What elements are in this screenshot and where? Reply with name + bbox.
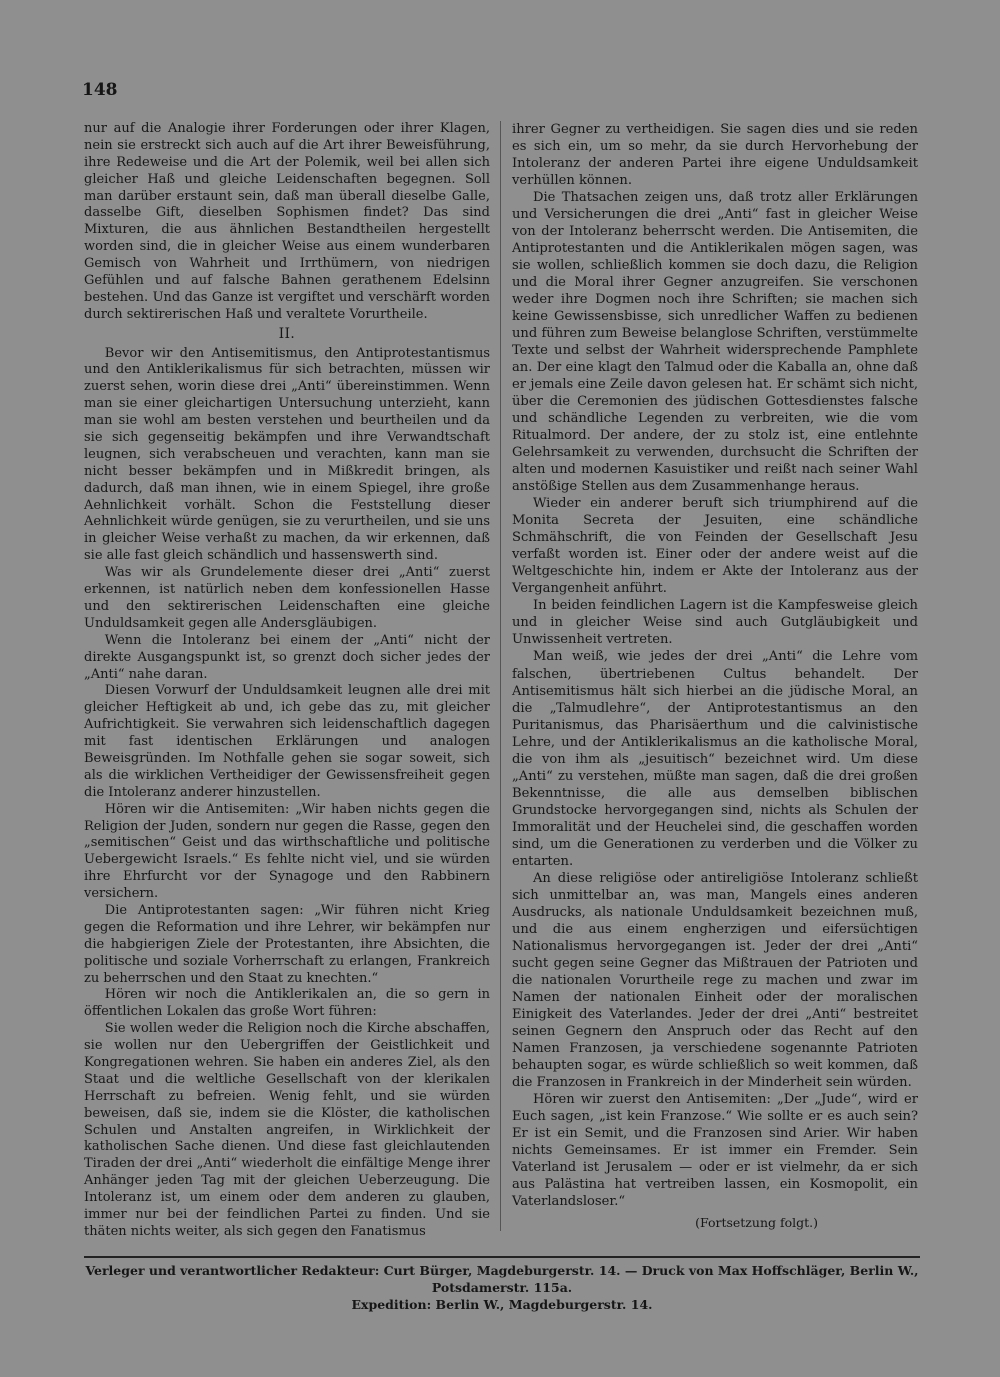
paragraph: Die Thatsachen zeigen uns, daß trotz aller Erklärungen und Versicherungen die drei „Anti“ fast in gleicher Weise von der Intoleranz beherrscht werden. Die Antisemiten, die Antiprotestanten und die Antiklerikalen mögen sagen, was sie wollen, schließlich kommen sie doch dazu, die Religion und die Moral ihrer Gegner anzugreifen. Sie verschonen weder ihre Dogmen noch ihre Schriften; sie machen sich keine Gewissensbisse, sich unredlicher Waffen zu bedienen und führen zum Beweise belanglose Schriften, verstümmelte Texte und selbst der Wahrheit widersprechende Pamphlete an. Der eine klagt den Talmud oder die Kaballa an, ohne daß er jemals eine Zeile davon gelesen hat. Er schämt sich nicht, über die Ceremonien des jüdischen Gottesdienstes falsche und schändliche Legenden zu verbreiten, wie die vom Ritualmord. Der andere, der zu stolz ist, eine entlehnte Gelehrsamkeit zu verwenden, durchsucht die Schriften der alten und modernen Kasuistiker und reißt nach seiner Wahl anstößige Stellen aus dem Zusammenhange heraus. bbox=[512, 190, 918, 495]
paragraph: Hören wir zuerst den Antisemiten: „Der „Jude“, wird er Euch sagen, „ist kein Franzose.“ Wie sollte er es auch sein? Er ist ein Semit, und die Franzosen sind Arier. Wir haben nichts Gemeinsames. Er ist immer ein Fremder. Sein Vaterland ist Jerusalem — oder er ist vielmehr, da er sich aus Palästina hat vertreiben lassen, ein Kosmopolit, ein Vaterlandsloser.“ bbox=[512, 1091, 918, 1209]
paragraph: nur auf die Analogie ihrer Forderungen oder ihrer Klagen, nein sie erstreckt sich auch auf die Art ihrer Beweisführung, ihre Redeweise und die Art der Polemik, weil bei allen sich gleicher Haß und gleiche Leidenschaften begegnen. Soll man darüber erstaunt sein, daß man überall dieselbe Galle, dasselbe Gift, dieselben Sophismen findet? Das sind Mixturen, die aus ähnlichen Bestandtheilen hergestellt worden sind, die in gleicher Weise aus einem wunderbaren Gemisch von Wahrheit und Irrthümern, von niedrigen Gefühlen und auf falsche Bahnen gerathenem Edelsinn bestehen. Und das Ganze ist vergiftet und verschärft worden durch sektirerischen Haß und veraltete Vorurtheile. bbox=[84, 121, 490, 322]
page-number: 148 bbox=[82, 80, 118, 100]
paragraph: Hören wir noch die Antiklerikalen an, die so gern in öffentlichen Lokalen das große Wort führen: bbox=[84, 987, 490, 1020]
left-column bbox=[84, 121, 490, 1251]
paragraph: ihrer Gegner zu vertheidigen. Sie sagen dies und sie reden es sich ein, um so mehr, da sie durch Hervorhebung der Intoleranz der anderen Partei ihre eigene Unduldsamkeit verhüllen können. bbox=[512, 122, 918, 189]
paragraph: In beiden feindlichen Lagern ist die Kampfesweise gleich und in gleicher Weise sind auch Gutgläubigkeit und Unwissenheit vertreten. bbox=[512, 598, 918, 648]
paragraph: Wenn die Intoleranz bei einem der „Anti“ nicht der direkte Ausgangspunkt ist, so grenzt doch sicher jedes der „Anti“ nahe daran. bbox=[84, 632, 490, 682]
paragraph: Hören wir die Antisemiten: „Wir haben nichts gegen die Religion der Juden, sondern nur gegen die Rasse, gegen den „semitischen“ Geist und das wirthschaftliche und politische Uebergewicht Israels.“ Es fehlte nicht viel, und sie würden ihre Ehrfurcht vor der Synagoge und den Rabbinern versichern. bbox=[84, 801, 490, 902]
paragraph: Man weiß, wie jedes der drei „Anti“ die Lehre vom falschen, übertriebenen Cultus behandelt. Der Antisemitismus hält sich hierbei an die jüdische Moral, an die „Talmudlehre“, der Antiprotestantismus an den Puritanismus, das Pharisäerthum und die calvinistische Lehre, und der Antiklerikalismus an die katholische Moral, die von ihm als „jesuitisch“ bezeichnet wird. Um diese „Anti“ zu verstehen, müßte man sagen, daß die drei großen Bekenntnisse, die alle aus demselben biblischen Grundstocke hervorgegangen sind, nichts als Schulen der Immoralität und der Heuchelei sind, die geschaffen worden sind, um die Generationen zu verderben und die Völker zu entarten. bbox=[512, 649, 918, 869]
column-divider bbox=[500, 121, 501, 1231]
paragraph: Sie wollen weder die Religion noch die Kirche abschaffen, sie wollen nur den Uebergriffen der Geistlichkeit und Kongregationen wehren. Sie haben ein anderes Ziel, als den Staat und die weltliche Gesellschaft von der klerikalen Herrschaft zu befreien. Wenig fehlt, und sie würden beweisen, daß sie, indem sie die Klöster, die katholischen Schulen und Anstalten angreifen, in Wirklichkeit der katholischen Sache dienen. Und diese fast gleichlautenden Tiraden der drei „Anti“ wiederholt die einfältige Menge ihrer Anhänger jeden Tag mit der gleichen Ueberzeugung. Die Intoleranz ist, um einem oder dem anderen zu glauben, immer nur bei der feindlichen Partei zu finden. Und sie thäten nichts weiter, als sich gegen den Fanatismus bbox=[84, 1021, 490, 1239]
right-column bbox=[512, 121, 918, 1231]
paragraph: Wieder ein anderer beruft sich triumphirend auf die Monita Secreta der Jesuiten, eine schändliche Schmähschrift, die von Feinden der Gesellschaft Jesu verfaßt worden ist. Einer oder der andere weist auf die Weltgeschichte hin, indem er Akte der Intoleranz aus der Vergangenheit anführt. bbox=[512, 496, 918, 597]
continuation-note: (Fortsetzung folgt.) bbox=[695, 1215, 818, 1230]
footer-divider bbox=[84, 1256, 920, 1258]
section-heading: II. bbox=[278, 325, 296, 342]
paragraph: Die Antiprotestanten sagen: „Wir führen nicht Krieg gegen die Reformation und ihre Lehrer, wir bekämpfen nur die habgierigen Ziele der Protestanten, ihre Absichten, die politische und soziale Vorherrschaft zu erlangen, Frankreich zu beherrschen und den Staat zu knechten.“ bbox=[84, 902, 490, 986]
imprint-publisher-line: Verleger und verantwortlicher Redakteur: Curt Bürger, Magdeburgerstr. 14. — Druck von Max Hoffschläger, Berlin W., Potsdamerstr. 115a. bbox=[85, 1263, 919, 1295]
imprint-expedition-line: Expedition: Berlin W., Magdeburgerstr. 14. bbox=[351, 1297, 653, 1312]
paragraph: Diesen Vorwurf der Unduldsamkeit leugnen alle drei mit gleicher Heftigkeit ab und, ich gebe das zu, mit gleicher Aufrichtigkeit. Sie verwahren sich leidenschaftlich dagegen mit fast identischen Erklärungen und analogen Beweisgründen. Im Nothfalle gehen sie sogar soweit, sich als die wirklichen Vertheidiger der Gewissensfreiheit gegen die Intoleranz anderer hinzustellen. bbox=[84, 683, 490, 800]
paragraph: Was wir als Grundelemente dieser drei „Anti“ zuerst erkennen, ist natürlich neben dem konfessionellen Hasse und den sektirerischen Leidenschaften eine gleiche Unduldsamkeit gegen alle Andersgläubigen. bbox=[84, 565, 490, 631]
imprint bbox=[84, 1262, 920, 1313]
paragraph: An diese religiöse oder antireligiöse Intoleranz schließt sich unmittelbar an, was man, Mangels eines anderen Ausdrucks, als nationale Unduldsamkeit bezeichnen muß, und die aus einem engherzigen und eifersüchtigen Nationalismus hervorgegangen ist. Jeder der drei „Anti“ sucht gegen seine Gegner das Mißtrauen der Patrioten und die nationalen Vorurtheile rege zu machen und zwar im Namen der nationalen Einheit oder der moralischen Einigkeit des Vaterlandes. Jeder der drei „Anti“ bestreitet seinen Gegnern den Anspruch oder das Recht auf den Namen Franzosen, ja verschiedene sogenannte Patrioten behaupten sogar, es würde schließlich so weit kommen, daß die Franzosen in Frankreich in der Minderheit sein würden. bbox=[512, 870, 918, 1090]
paragraph: Bevor wir den Antisemitismus, den Antiprotestantismus und den Antiklerikalismus für sich betrachten, müssen wir zuerst sehen, worin diese drei „Anti“ übereinstimmen. Wenn man sie einer gleichartigen Untersuchung unterzieht, kann man sie wohl am besten verstehen und beurtheilen und da sie sich gegenseitig bekämpfen und ihre Verwandtschaft leugnen, sich verabscheuen und verachten, kann man sie nicht besser bekämpfen und in Mißkredit bringen, als dadurch, daß man ihnen, wie in einem Spiegel, ihre große Aehnlichkeit vorhält. Schon die Feststellung dieser Aehnlichkeit würde genügen, sie zu verurtheilen, und sie uns in gleicher Weise verhaßt zu machen, da wir erkennen, daß sie alle fast gleich schändlich und hassenswerth sind. bbox=[84, 345, 490, 564]
